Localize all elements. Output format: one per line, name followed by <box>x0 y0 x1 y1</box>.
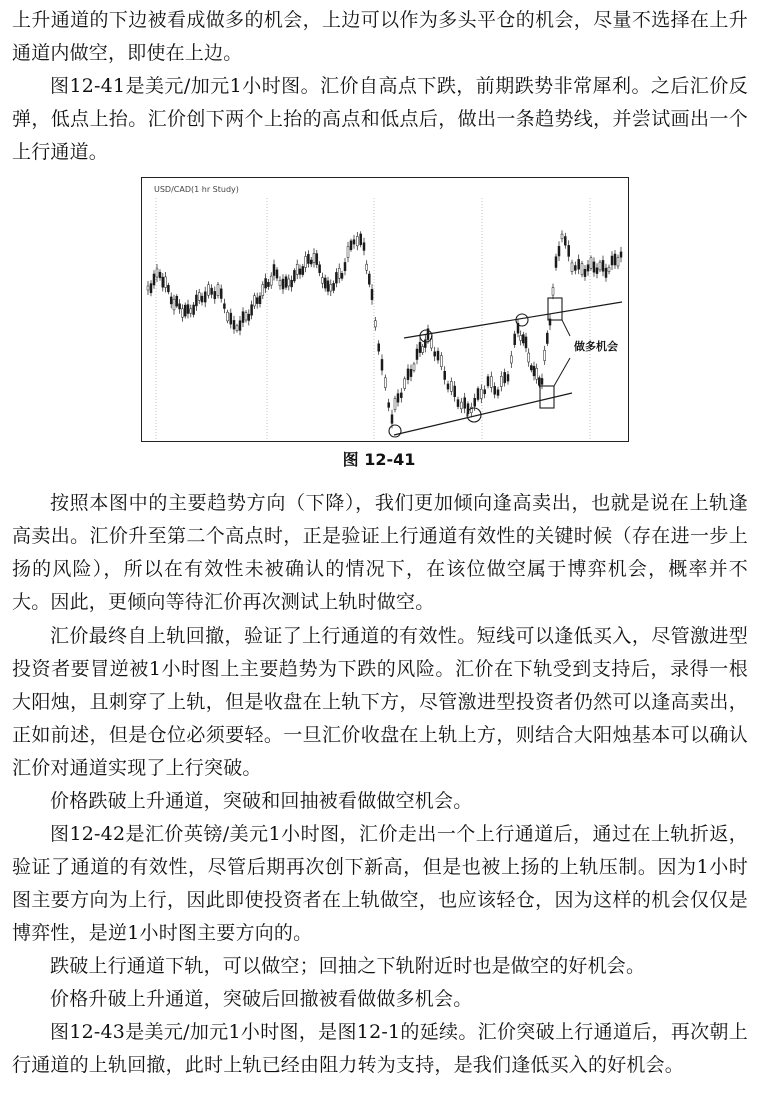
channel-upper-line <box>404 302 622 338</box>
candle-body <box>608 267 610 271</box>
candle-body <box>223 304 225 309</box>
candle-body <box>614 254 616 265</box>
candle-body <box>350 241 352 250</box>
candle-body <box>150 284 152 293</box>
candle-body <box>599 262 601 270</box>
candle-body <box>381 359 383 370</box>
candle-body <box>538 378 540 386</box>
candle-body <box>259 296 261 304</box>
candle-body <box>190 309 192 313</box>
candle-body <box>279 281 281 286</box>
candle-body <box>307 254 309 263</box>
candle-body <box>347 247 349 258</box>
candle-body <box>368 274 370 284</box>
candle-body <box>500 376 502 386</box>
candle-body <box>214 291 216 298</box>
candle-body <box>353 240 355 244</box>
candle-body <box>605 268 607 277</box>
candle-body <box>366 264 368 270</box>
channel-lower-line <box>394 393 572 435</box>
candle-body <box>236 326 238 331</box>
candle-body <box>596 268 598 274</box>
chart-header: USD/CAD(1 hr Study) <box>154 185 239 194</box>
candle-body <box>602 260 604 271</box>
candle-body <box>265 279 267 289</box>
candle-body <box>424 340 426 348</box>
candle-body <box>207 285 209 296</box>
candle-body <box>546 333 548 343</box>
paragraph-5: 价格跌破上升通道，突破和回抽被看做做空机会。 <box>50 790 473 812</box>
candle-body <box>313 253 315 262</box>
candle-body <box>262 285 264 296</box>
candle-body <box>187 305 189 314</box>
candle-body <box>391 415 393 424</box>
candle-body <box>302 267 304 275</box>
paragraph-4: 汇价最终自上轨回撤，验证了上行通道的有效性。短线可以逢低买入，尽管激进型投资者要冒逆被1小时图上主要趋势为下跌的风险。汇价在下轨受到支持后，录得一根大阳烛，且刺穿了上轨，但是收盘在上轨下方，尽管激进型投资者仍然可以逢高卖出，正如前述，但是仓位必须要轻。一旦汇价收盘在上轨上方，则结合大阳烛基本可以确认汇价对通道实现了上行突破。 <box>12 625 748 779</box>
paragraph-1: 上升通道的下边被看成做多的机会，上边可以作为多头平仓的机会，尽量不选择在上升通道内做空，即使在上边。 <box>12 9 748 64</box>
candle-body <box>324 278 326 288</box>
candle-body <box>242 312 244 323</box>
candle-body <box>193 305 195 315</box>
candle-body <box>276 270 278 278</box>
annotation-arrow-top <box>562 320 570 336</box>
candle-body <box>282 279 284 289</box>
candle-body <box>217 285 219 296</box>
candle-body <box>568 245 570 256</box>
candle-body <box>371 289 373 299</box>
chart-candles <box>147 230 622 428</box>
candle-body <box>407 369 409 380</box>
candle-body <box>296 264 298 274</box>
candle-body <box>179 304 181 309</box>
candle-body <box>397 394 399 403</box>
candle-body <box>321 278 323 284</box>
annotation-long-opportunity: 做多机会 <box>574 340 618 353</box>
candle-body <box>434 352 436 356</box>
candle-body <box>528 353 530 362</box>
candle-body <box>211 288 213 294</box>
candle-body <box>416 349 418 360</box>
candle-body <box>587 265 589 271</box>
paragraph-9: 图12-43是美元/加元1小时图，是图12-1的延续。汇价突破上行通道后，再次朝上行通道的上轨回撤，此时上轨已经由阻力转为支持，是我们逢低买入的好机会。 <box>12 1021 748 1076</box>
candle-body <box>230 313 232 324</box>
candle-body <box>541 378 543 384</box>
candle-body <box>273 265 275 276</box>
candle-body <box>611 256 613 265</box>
candle-body <box>522 335 524 343</box>
figure-caption: 图 12-41 <box>342 450 416 469</box>
candle-body <box>460 402 462 409</box>
candle-body <box>363 243 365 251</box>
candle-body <box>464 398 466 409</box>
candle-body <box>256 298 258 304</box>
candle-body <box>474 398 476 406</box>
candle-body <box>341 273 343 278</box>
candle-body <box>327 281 329 292</box>
candle-body <box>384 378 386 388</box>
candle-body <box>530 366 532 371</box>
candle-body <box>233 320 235 329</box>
candle-body <box>533 366 535 376</box>
candle-body <box>270 276 272 285</box>
candle-body <box>440 356 442 367</box>
candle-body <box>251 305 253 316</box>
candle-body <box>162 277 164 287</box>
candle-body <box>555 257 557 268</box>
candle-body <box>165 277 167 288</box>
candle-body <box>181 309 183 317</box>
candle-body <box>388 403 390 408</box>
candle-body <box>477 389 479 400</box>
paragraph-6: 图12-42是汇价英镑/美元1小时图，汇价走出一个上行通道后，通过在上轨折返，验证了通道的有效性，尽管后期再次创下新高，但是也被上扬的上轨压制。因为1小时图主要方向为上行，因此即使投资者在上轨做空，也应该轻仓，因为这样的机会仅仅是博弈性，是逆1小时图主要方向的。 <box>12 823 748 944</box>
candle-body <box>285 277 287 288</box>
candle-body <box>170 297 172 304</box>
candle-body <box>227 312 229 321</box>
candle-body <box>620 252 622 257</box>
candle-body <box>356 236 358 246</box>
candle-body <box>267 282 269 286</box>
candle-body <box>195 295 197 306</box>
candle-body <box>484 390 486 394</box>
candle-body <box>487 377 489 386</box>
candle-body <box>239 321 241 331</box>
paragraph-7: 跌破上行通道下轨，可以做空；回抽之下轨附近时也是做空的好机会。 <box>50 955 646 977</box>
candle-body <box>410 369 412 376</box>
candle-body <box>156 269 158 277</box>
candle-body <box>552 288 554 296</box>
candle-body <box>330 284 332 291</box>
candle-body <box>520 335 522 340</box>
candle-body <box>617 258 619 266</box>
candle-body <box>220 289 222 299</box>
candle-body <box>480 389 482 398</box>
candle-body <box>590 258 592 269</box>
candle-body <box>374 321 376 327</box>
candle-body <box>147 286 149 290</box>
candle-body <box>338 268 340 278</box>
candle-body <box>167 285 169 292</box>
paragraph-8: 价格升破上升通道，突破后回撤被看做做多机会。 <box>50 988 473 1010</box>
candle-body <box>454 386 456 397</box>
annotation-arrow-bottom <box>554 358 570 386</box>
candle-body <box>201 296 203 302</box>
candle-body <box>344 262 346 270</box>
candle-body <box>173 299 175 310</box>
candle-body <box>450 381 452 391</box>
candle-body <box>507 375 509 382</box>
candle-body <box>457 400 459 407</box>
candle-body <box>400 393 402 398</box>
candle-body <box>593 262 595 272</box>
candle-body <box>536 368 538 379</box>
candle-body <box>305 256 307 267</box>
candle-body <box>419 342 421 352</box>
candle-body <box>333 283 335 290</box>
candle-body <box>316 254 318 265</box>
candle-body <box>437 351 439 360</box>
candle-body <box>561 234 563 239</box>
candle-body <box>514 334 516 345</box>
candle-body <box>447 384 449 389</box>
candle-body <box>253 296 255 306</box>
chart-figure <box>141 177 629 442</box>
candle-body <box>564 237 566 246</box>
candle-body <box>584 269 586 276</box>
candle-body <box>291 280 293 287</box>
candle-body <box>310 260 312 264</box>
candle-body <box>504 372 506 383</box>
support-box <box>540 386 554 408</box>
candle-body <box>394 399 396 410</box>
paragraph-2: 图12-41是美元/加元1小时图。汇价自高点下跌，前期跌势非常犀利。之后汇价反弹，低点上抬。汇价创下两个上抬的高点和低点后，做出一条趋势线，并尝试画出一个上行通道。 <box>12 75 748 163</box>
candle-body <box>245 313 247 320</box>
candle-body <box>335 272 337 283</box>
candle-body <box>490 377 492 388</box>
candle-body <box>422 347 424 353</box>
candle-body <box>159 272 161 278</box>
candle-body <box>360 234 362 245</box>
candle-body <box>319 265 321 273</box>
candle-body <box>248 314 250 320</box>
candle-body <box>571 263 573 272</box>
candle-body <box>413 364 415 370</box>
paragraph-3: 按照本图中的主要趋势方向（下降），我们更加倾向逢高卖出，也就是说在上轨逢高卖出。汇价升至第二个高点时，正是验证上行通道有效性的关键时候（存在进一步上扬的风险），所以在有效性未被确认的情况下，在该位做空属于博弈机会，概率并不大。因此，更倾向等待汇价再次测试上轨时做空。 <box>12 492 748 613</box>
candle-body <box>378 344 380 351</box>
candle-body <box>176 296 178 306</box>
candle-body <box>544 350 546 360</box>
candle-body <box>574 266 576 271</box>
candle-body <box>153 274 155 285</box>
candle-body <box>184 305 186 316</box>
candle-body <box>578 259 580 269</box>
candle-body <box>497 390 499 396</box>
candle-body <box>558 246 560 256</box>
candlestick-chart <box>142 178 628 441</box>
candle-body <box>293 270 295 281</box>
candle-body <box>299 269 301 275</box>
candle-body <box>581 264 583 275</box>
candle-body <box>198 293 200 301</box>
candle-body <box>525 337 527 348</box>
candle-body <box>204 292 206 302</box>
candle-body <box>494 386 496 394</box>
candle-body <box>404 379 406 389</box>
candle-body <box>288 279 290 286</box>
candle-body <box>510 356 512 363</box>
candle-body <box>444 371 446 379</box>
